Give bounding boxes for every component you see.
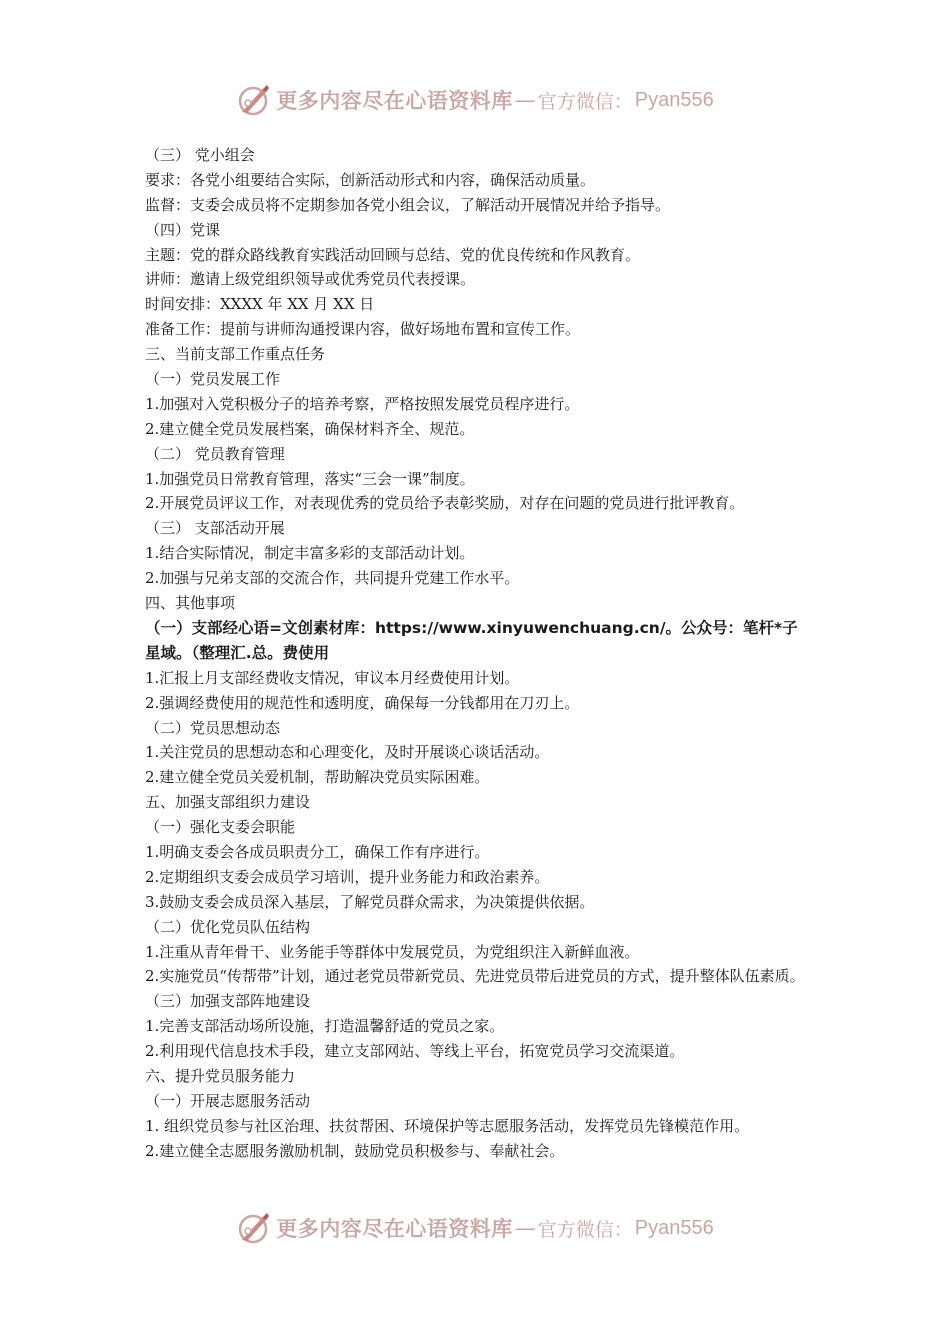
text-line: 3.鼓励支委会成员深入基层，了解党员群众需求，为决策提供依据。 — [145, 892, 595, 911]
text-line: （二） 党员教育管理 — [145, 444, 285, 463]
text-line: （四）党课 — [145, 220, 221, 239]
text-line: （一）开展志愿服务活动 — [145, 1091, 311, 1110]
text-line: （二）优化党员队伍结构 — [145, 917, 311, 936]
banner-id: Pyan556 — [634, 1216, 714, 1239]
section-heading: 六、提升党员服务能力 — [145, 1067, 296, 1085]
section-heading: 三、当前支部工作重点任务 — [145, 345, 326, 364]
text-line: 讲师：邀请上级党组织领导或优秀党员代表授课。 — [145, 270, 476, 289]
text-line: 1.关注党员的思想动态和心理变化，及时开展谈心谈话活动。 — [145, 743, 550, 762]
text-line: 1.汇报上月支部经费收支情况，审议本月经费使用计划。 — [145, 668, 520, 687]
pen-logo-icon — [236, 1210, 272, 1246]
banner-separator: — — [514, 88, 536, 112]
text-line: 2.开展党员评议工作，对表现优秀的党员给予表彰奖励，对存在问题的党员进行批评教育。 — [145, 494, 745, 513]
banner-sub: 官方微信： — [537, 1218, 633, 1241]
section-heading: 五、加强支部组织力建设 — [145, 793, 311, 812]
text-line: 2.加强与兄弟支部的交流合作，共同提升党建工作水平。 — [145, 569, 520, 588]
banner-text: 更多内容尽在心语资料库 — [276, 88, 513, 113]
text-line: 2.建立健全志愿服务激励机制，鼓励党员积极参与、奉献社会。 — [145, 1141, 565, 1160]
banner-separator: — — [514, 1216, 536, 1240]
section-heading: 四、其他事项 — [145, 594, 236, 613]
text-line: （三）加强支部阵地建设 — [145, 992, 311, 1011]
text-line: 2.建立健全党员关爱机制，帮助解决党员实际困难。 — [145, 768, 490, 787]
text-line: 时间安排：XXXX 年 XX 月 XX 日 — [145, 295, 375, 314]
banner-id: Pyan556 — [634, 88, 714, 111]
text-line: 1.完善支部活动场所设施，打造温馨舒适的党员之家。 — [145, 1017, 505, 1036]
text-line: 2.利用现代信息技术手段，建立支部网站、等线上平台，拓宽党员学习交流渠道。 — [145, 1042, 685, 1061]
text-line: （一）党员发展工作 — [145, 370, 281, 389]
text-line: 1.结合实际情况，制定丰富多彩的支部活动计划。 — [145, 544, 475, 563]
text-line: （三） 党小组会 — [145, 146, 255, 164]
text-line: （一）强化支委会职能 — [145, 818, 296, 837]
text-line: 1. 组织党员参与社区治理、扶贫帮困、环境保护等志愿服务活动，发挥党员先锋模范作用。 — [145, 1116, 750, 1135]
banner-text: 更多内容尽在心语资料库 — [276, 1216, 513, 1241]
text-line: 2.建立健全党员发展档案，确保材料齐全、规范。 — [145, 419, 475, 438]
bold-watermark-line: （一）支部经心语=文创素材库：https://www.xinyuwenchuang.cn/。公众号：笔杆*子星域。（整理汇.总。费使用 — [145, 618, 798, 662]
text-line: 1.注重从青年骨干、业务能手等群体中发展党员，为党组织注入新鲜血液。 — [145, 942, 640, 961]
text-line: （三） 支部活动开展 — [145, 519, 285, 538]
pen-logo-icon — [236, 82, 272, 118]
text-line: 1.加强党员日常教育管理，落实“三会一课”制度。 — [145, 469, 475, 488]
text-line: 准备工作：提前与讲师沟通授课内容，做好场地布置和宣传工作。 — [145, 320, 581, 339]
header-watermark-banner — [0, 80, 950, 120]
text-line: 监督：支委会成员将不定期参加各党小组会议，了解活动开展情况并给予指导。 — [145, 195, 671, 214]
footer-watermark-banner — [0, 1208, 950, 1248]
text-line: 要求：各党小组要结合实际，创新活动形式和内容，确保活动质量。 — [145, 170, 596, 189]
text-line: 1.加强对入党积极分子的培养考察，严格按照发展党员程序进行。 — [145, 394, 580, 413]
text-line: 2.实施党员“传帮带”计划，通过老党员带新党员、先进党员带后进党员的方式，提升整体队伍素质。 — [145, 967, 805, 986]
document-body — [145, 143, 810, 1164]
text-line: 2.定期组织支委会成员学习培训，提升业务能力和政治素养。 — [145, 867, 550, 886]
text-line: 主题：党的群众路线教育实践活动回顾与总结、党的优良传统和作风教育。 — [145, 245, 641, 264]
banner-sub: 官方微信： — [537, 90, 633, 113]
text-line: 2.强调经费使用的规范性和透明度，确保每一分钱都用在刀刃上。 — [145, 693, 580, 712]
text-line: 1.明确支委会各成员职责分工，确保工作有序进行。 — [145, 842, 490, 861]
text-line: （二）党员思想动态 — [145, 718, 281, 737]
